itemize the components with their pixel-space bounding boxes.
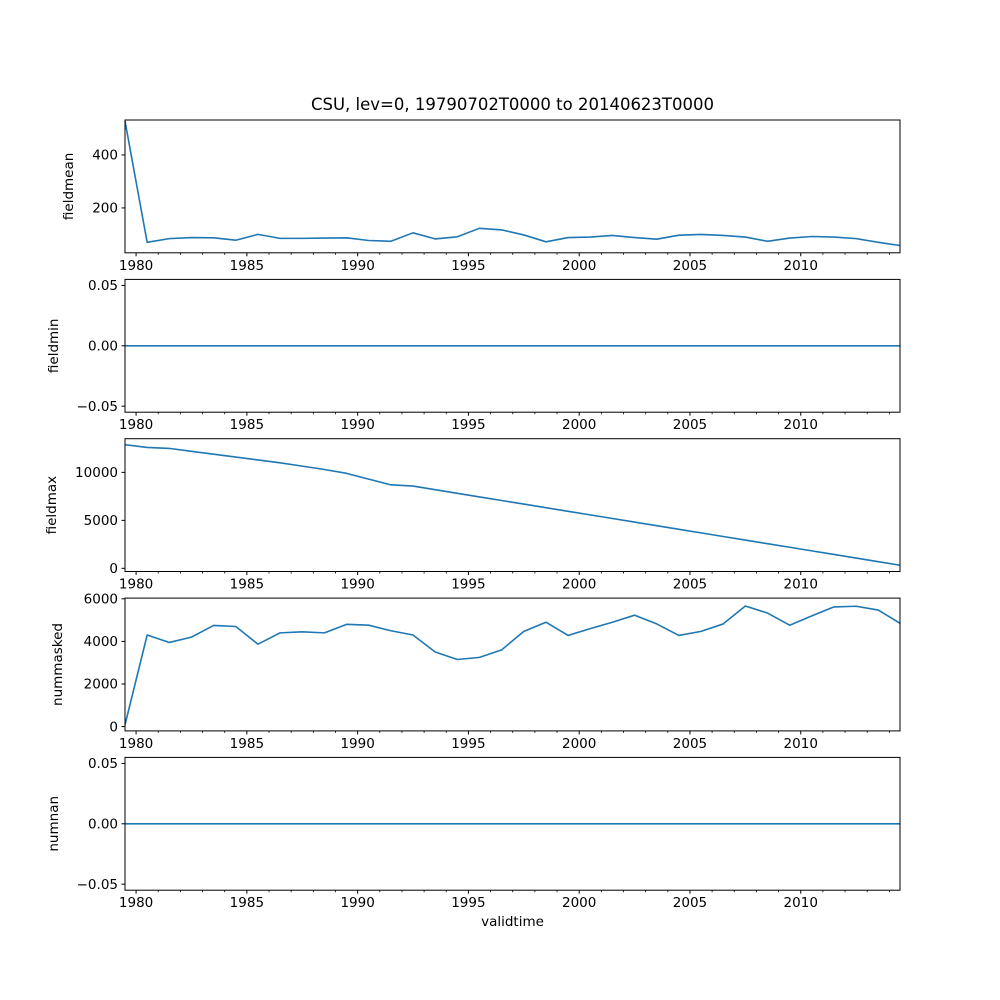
fieldmax-xtick-label: 2005 — [672, 576, 708, 593]
nummasked-xtick-label: 2005 — [672, 735, 708, 752]
numnan-xtick-label: 1980 — [118, 895, 154, 912]
fieldmean-xtick-label: 2005 — [672, 257, 708, 274]
fieldmin-xtick-label: 1990 — [340, 417, 375, 434]
fieldmean-ytick-label: 200 — [92, 200, 118, 217]
nummasked-xtick-label: 1980 — [118, 735, 154, 752]
subplot-fieldmin — [46, 278, 900, 433]
nummasked-ylabel: nummasked — [50, 623, 66, 706]
numnan-ytick-label: 0.00 — [87, 816, 118, 833]
fieldmin-xtick-label: 2005 — [672, 417, 708, 434]
nummasked-line — [125, 606, 900, 725]
fieldmin-xtick-label: 2000 — [562, 417, 597, 434]
fieldmax-line — [125, 445, 900, 566]
numnan-ylabel: numnan — [46, 795, 62, 852]
fieldmean-xtick-label: 1980 — [118, 257, 154, 274]
fieldmean-line — [125, 121, 900, 245]
fieldmax-ytick-label: 5000 — [83, 513, 118, 530]
fieldmean-ytick-label: 400 — [92, 147, 118, 164]
nummasked-ytick-label: 4000 — [83, 634, 118, 651]
numnan-ytick-label: −0.05 — [76, 876, 118, 893]
fieldmax-xtick-label: 2000 — [562, 576, 597, 593]
fieldmean-xtick-label: 1985 — [229, 257, 265, 274]
nummasked-ytick-label: 2000 — [83, 676, 118, 693]
fieldmax-ylabel: fieldmax — [44, 475, 60, 535]
fieldmean-xtick-label: 1990 — [340, 257, 375, 274]
fieldmax-xtick-label: 1990 — [340, 576, 375, 593]
nummasked-ytick-label: 6000 — [83, 591, 118, 608]
fieldmax-ytick-label: 10000 — [75, 465, 118, 482]
fieldmax-xtick-label: 2010 — [783, 576, 818, 593]
numnan-xtick-label: 1990 — [340, 895, 375, 912]
fieldmean-ylabel: fieldmean — [61, 152, 77, 221]
fieldmax-ytick-label: 0 — [109, 561, 118, 577]
fieldmean-xtick-label: 1995 — [451, 257, 486, 274]
numnan-xtick-label: 1995 — [451, 895, 486, 912]
subplot-nummasked — [50, 592, 900, 752]
subplot-numnan — [46, 756, 900, 911]
numnan-xtick-label: 2005 — [672, 895, 708, 912]
nummasked-xtick-label: 2010 — [783, 735, 818, 752]
fieldmax-xtick-label: 1980 — [118, 576, 154, 593]
nummasked-xtick-label: 1995 — [451, 735, 486, 752]
fieldmin-xtick-label: 2010 — [783, 417, 818, 434]
numnan-xtick-label: 2000 — [562, 895, 597, 912]
fieldmin-ytick-label: 0.00 — [87, 338, 118, 355]
subplot-fieldmean — [61, 120, 900, 274]
fieldmin-xtick-label: 1985 — [229, 417, 265, 434]
fieldmax-axes-frame — [125, 439, 900, 572]
nummasked-axes-frame — [125, 598, 900, 731]
nummasked-xtick-label: 2000 — [562, 735, 597, 752]
fieldmin-ytick-label: −0.05 — [76, 398, 118, 415]
fieldmean-xtick-label: 2010 — [783, 257, 818, 274]
chart-title: CSU, lev=0, 19790702T0000 to 20140623T0000 — [310, 95, 715, 114]
fieldmax-xtick-label: 1985 — [229, 576, 265, 593]
fieldmin-ytick-label: 0.05 — [87, 278, 118, 295]
fieldmin-ylabel: fieldmin — [46, 318, 62, 374]
numnan-ytick-label: 0.05 — [87, 756, 118, 773]
fieldmax-xtick-label: 1995 — [451, 576, 486, 593]
fieldmin-xtick-label: 1995 — [451, 417, 486, 434]
nummasked-xtick-label: 1990 — [340, 735, 375, 752]
nummasked-xtick-label: 1985 — [229, 735, 265, 752]
x-axis-label: validtime — [481, 914, 544, 930]
numnan-xtick-label: 2010 — [783, 895, 818, 912]
subplot-fieldmax — [44, 439, 900, 593]
numnan-xtick-label: 1985 — [229, 895, 265, 912]
fieldmean-xtick-label: 2000 — [562, 257, 597, 274]
fieldmin-xtick-label: 1980 — [118, 417, 154, 434]
nummasked-ytick-label: 0 — [109, 719, 118, 736]
